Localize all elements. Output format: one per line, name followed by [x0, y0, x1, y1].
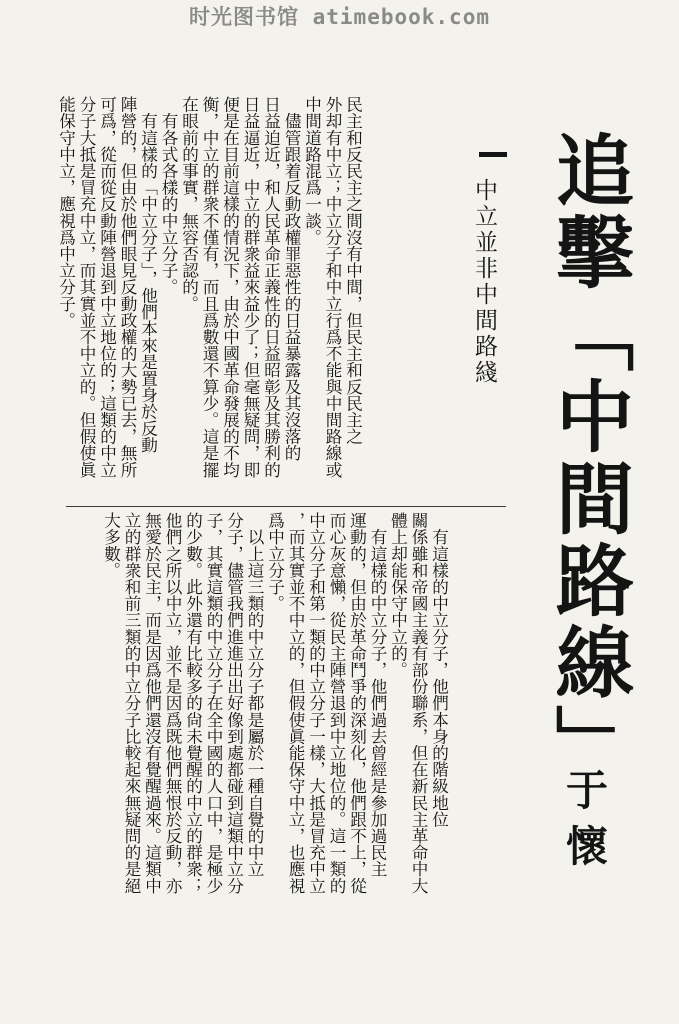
body-text-top-block: 民主和反民主之間沒有中間，但民主和反民主之 外却有中立；中立分子和中立行爲不能與中間路線或 中間道路混爲一談。 儘管跟着反動政權罪惡性的日益暴露及其沒落的 日益迫近，和人民革命正義性的日益昭彰及其勝利的 日益逼近，中立的群衆益來益少了；但毫無疑問，即 便是在目前這樣的情況下，由於中國革命發展的不均 衡，中立的群衆不僅有，而且爲數還不算少。這是擺 在眼前的事實，無容否認的。 有各式各樣的中立分子。 有這樣的「中立分子」，他們本來是置身於反動 陣營的，但由於他們眼見反動政權的大勢已去，無所 可爲，從而從反動陣營退到中立地位的；這類的中立 分子大抵是冒充中立，而其實並不中立的。但假使眞 能保守中立，應視爲中立分子。: [56, 96, 363, 478]
article-title: 追擊「中間路線」: [543, 130, 634, 786]
section-number-mark: [479, 152, 507, 157]
column-divider: [66, 506, 506, 507]
section-heading: 中立並非中間路綫: [471, 178, 497, 386]
body-text-bottom-block: 有這樣的中立分子，他們本身的階級地位 關係雖和帝國主義有部份聯系，但在新民主革命中大 體上却能保守中立的。 有這樣的中立分子，他們過去曾經是參加過民主 運動的，但由於革命鬥爭的深刻化，他們跟不上，從 而心灰意懶，從民主陣營退到中立地位的。這一類的 中立分子和第一類的中立分子一樣，大抵是冒充中立 ，而其實並不中立的，但假使眞能保守中立，也應視 爲中立分子。 以上這三類的中立分子都是屬於一種自覺的中立 分子，儘管我們進進出出好像到處都碰到這類中立分 子，其實這類的中立分子在全中國的人口中，是極少 的少數。此外還有比較多的尙未覺醒的中立的群衆； 他們之所以中立，並不是因爲既他們無恨於反動，亦 無愛於民主，而是因爲他們還沒有覺醒過來。這類中 立的群衆和前三類的中立分子比較起來無疑問的是絕 大多數。: [101, 512, 449, 894]
author-name: 于懷: [560, 768, 609, 880]
watermark: 时光图书馆 atimebook.com: [188, 5, 490, 29]
